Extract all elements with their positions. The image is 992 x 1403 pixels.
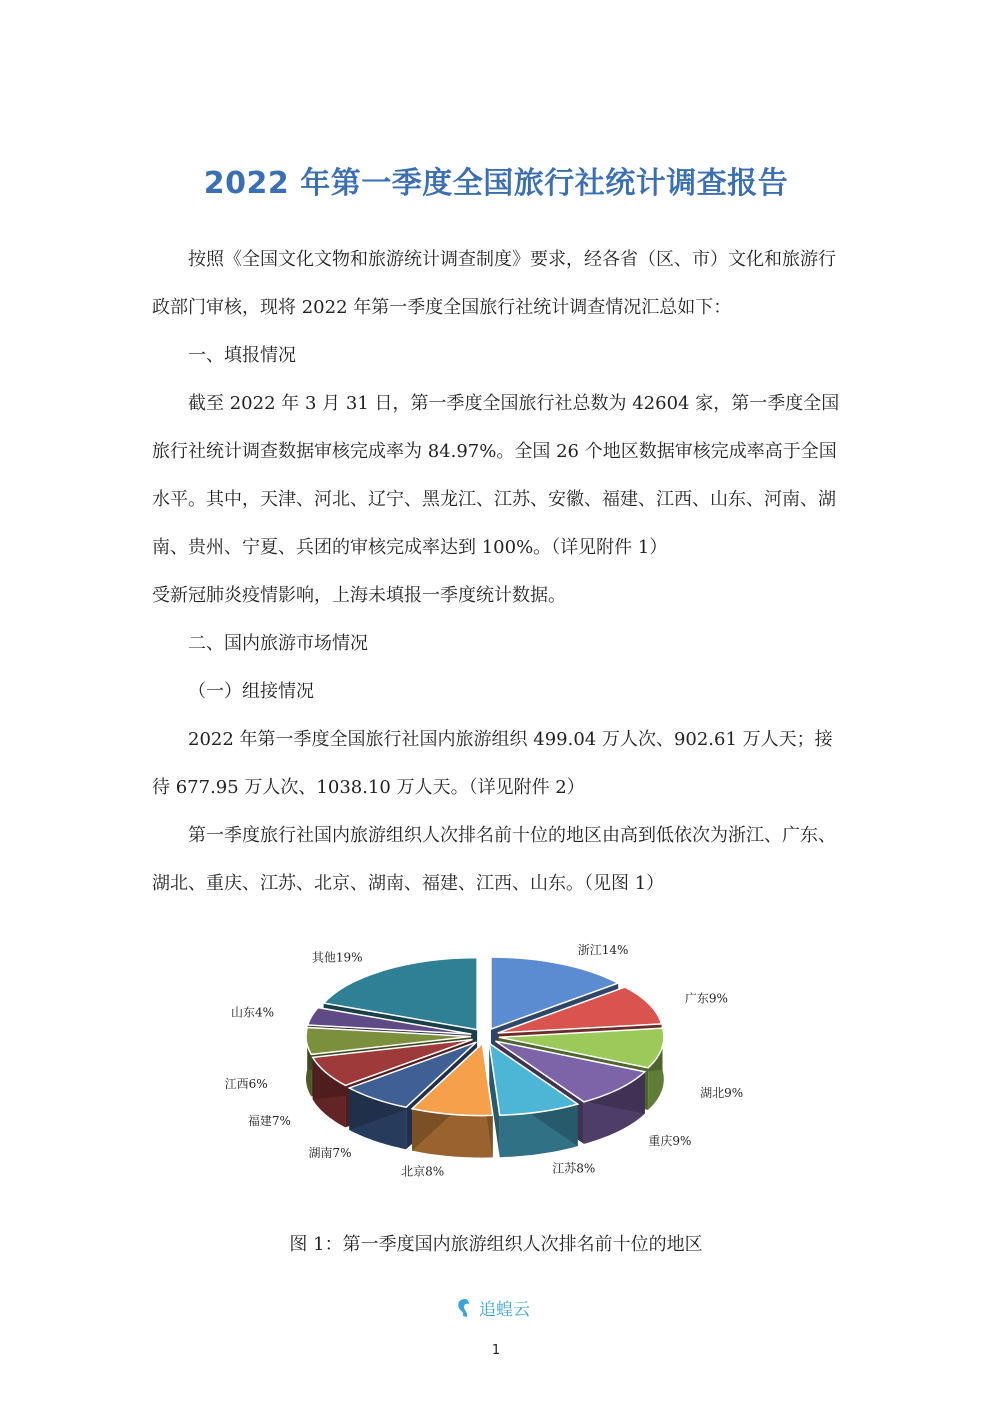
page-number: 1 [491,1343,501,1358]
logo-text: 追蝗云 [479,1300,530,1320]
pie-label-江苏: 江苏8% [552,1161,596,1176]
ranking-paragraph: 第一季度旅行社国内旅游组织人次排名前十位的地区由高到低依次为浙江、广东、湖北、重庆、江苏、北京、湖南、福建、江西、山东。（见图 1） [152,825,836,894]
logo-icon [455,1297,475,1319]
page-title: 2022 年第一季度全国旅行社统计调查报告 [203,166,789,201]
pie-label-重庆: 重庆9% [648,1133,692,1148]
pie-label-江西: 江西6% [224,1077,268,1091]
pie-label-福建: 福建7% [247,1114,291,1129]
domestic-paragraph: 2022 年第一季度全国旅行社国内旅游组织 499.04 万人次、902.61 万人天；接待 677.95 万人次、1038.10 万人天。（详见附件 2） [152,729,833,798]
pie-chart [224,918,760,1193]
section-heading-1: 一、填报情况 [188,345,296,366]
section-heading-2: 二、国内旅游市场情况 [188,633,368,654]
pie-label-湖北: 湖北9% [700,1085,744,1100]
pie-label-广东: 广东9% [684,991,728,1006]
pie-label-山东: 山东4% [230,1005,274,1020]
filing-paragraph: 截至 2022 年 3 月 31 日，第一季度全国旅行社总数为 42604 家，第一季度全国旅行社统计调查数据审核完成率为 84.97%。全国 26 个地区数据审核完成率高于全国水平。其中，天津、河北、辽宁、黑龙江、江苏、安徽、福建、江西、山东、河南、湖南、贵州、宁夏、兵团的审核完成率达到 100%。（详见附件 1） [152,393,840,558]
pie-label-浙江: 浙江14% [577,943,629,957]
footer-logo [455,1295,530,1320]
shanghai-note: 受新冠肺炎疫情影响，上海未填报一季度统计数据。 [152,585,566,606]
subsection-heading: （一）组接情况 [188,681,314,702]
intro-paragraph: 按照《全国文化文物和旅游统计调查制度》要求，经各省（区、市）文化和旅游行政部门审核，现将 2022 年第一季度全国旅行社统计调查情况汇总如下： [152,249,836,318]
figure-caption: 图 1：第一季度国内旅游组织人次排名前十位的地区 [289,1234,703,1255]
pie-label-其他: 其他19% [311,950,363,965]
pie-label-北京: 北京8% [401,1164,445,1179]
pie-label-湖南: 湖南7% [308,1146,352,1161]
